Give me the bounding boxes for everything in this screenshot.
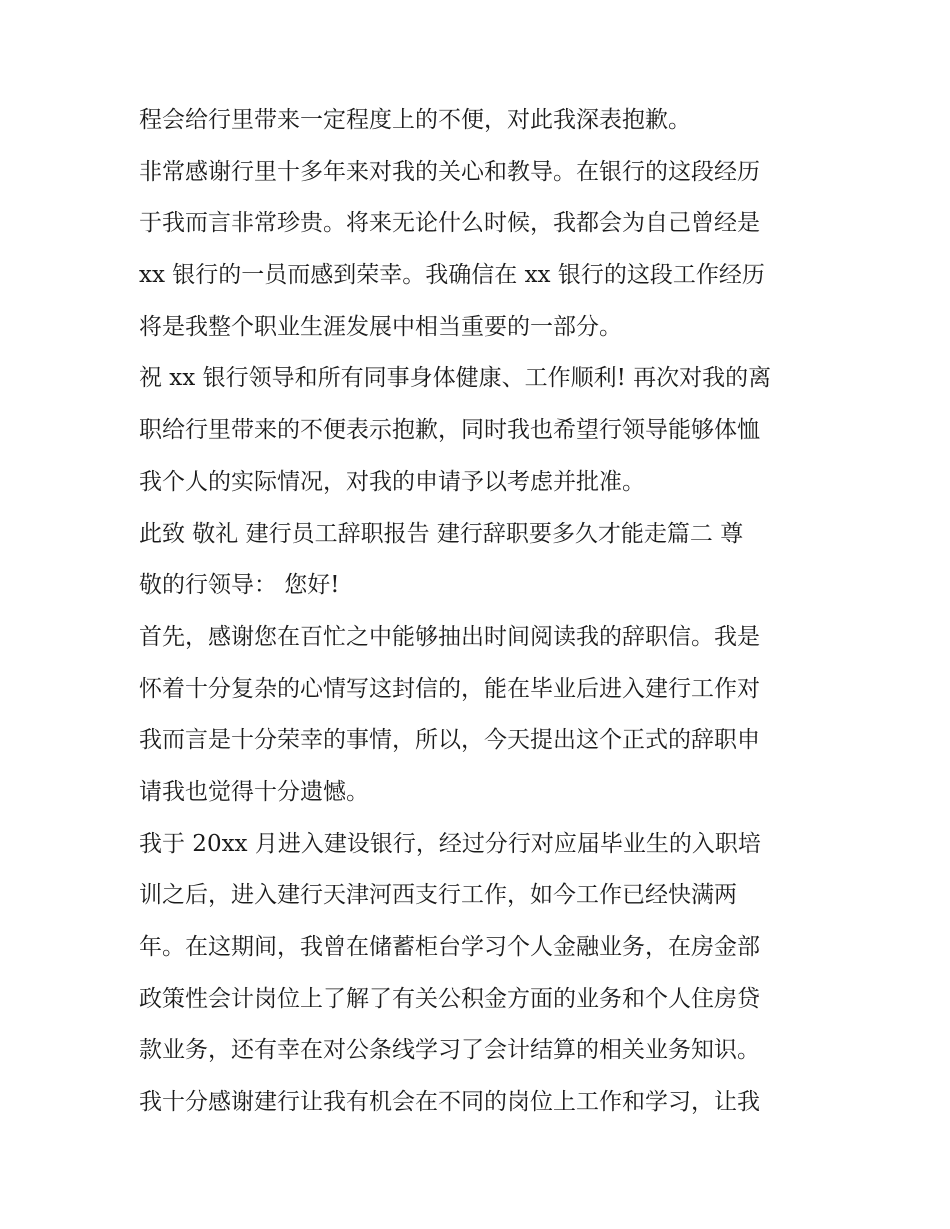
text-line-4: xx 银行的一员而感到荣幸。我确信在 xx 银行的这段工作经历: [139, 262, 765, 289]
text-line-7: 职给行里带来的不便表示抱歉，同时我也希望行领导能够体恤: [139, 417, 760, 444]
text-line-5: 将是我整个职业生涯发展中相当重要的一部分。: [139, 313, 622, 340]
text-line-8: 我个人的实际情况，对我的申请予以考虑并批准。: [139, 468, 645, 495]
text-line-2: 非常感谢行里十多年来对我的关心和教导。在银行的这段经历: [139, 158, 760, 185]
text-line-16: 训之后，进入建行天津河西支行工作，如今工作已经快满两: [139, 882, 737, 909]
text-line-9: 此致 敬礼 建行员工辞职报告 建行辞职要多久才能走篇二 尊: [139, 520, 744, 547]
text-line-10: 敬的行领导： 您好!: [139, 572, 340, 599]
text-line-3: 于我而言非常珍贵。将来无论什么时候，我都会为自己曾经是: [139, 210, 760, 237]
text-line-6: 祝 xx 银行领导和所有同事身体健康、工作顺利! 再次对我的离: [139, 365, 772, 392]
text-line-20: 我十分感谢建行让我有机会在不同的岗位上工作和学习，让我: [139, 1089, 760, 1116]
text-line-13: 我而言是十分荣幸的事情，所以，今天提出这个正式的辞职申: [139, 727, 760, 754]
text-line-11: 首先，感谢您在百忙之中能够抽出时间阅读我的辞职信。我是: [139, 623, 760, 650]
body-text: [139, 109, 829, 1143]
text-line-18: 政策性会计岗位上了解了有关公积金方面的业务和个人住房贷: [139, 985, 760, 1012]
text-line-15: 我于 20xx 月进入建设银行，经过分行对应届毕业生的入职培: [139, 830, 761, 857]
text-line-14: 请我也觉得十分遗憾。: [139, 778, 369, 805]
text-line-1: 程会给行里带来一定程度上的不便，对此我深表抱歉。: [139, 107, 691, 133]
text-line-17: 年。在这期间，我曾在储蓄柜台学习个人金融业务，在房金部: [139, 934, 760, 960]
text-line-19: 款业务，还有幸在对公条线学习了会计结算的相关业务知识。: [139, 1037, 760, 1064]
text-line-12: 怀着十分复杂的心情写这封信的，能在毕业后进入建行工作对: [139, 675, 760, 702]
